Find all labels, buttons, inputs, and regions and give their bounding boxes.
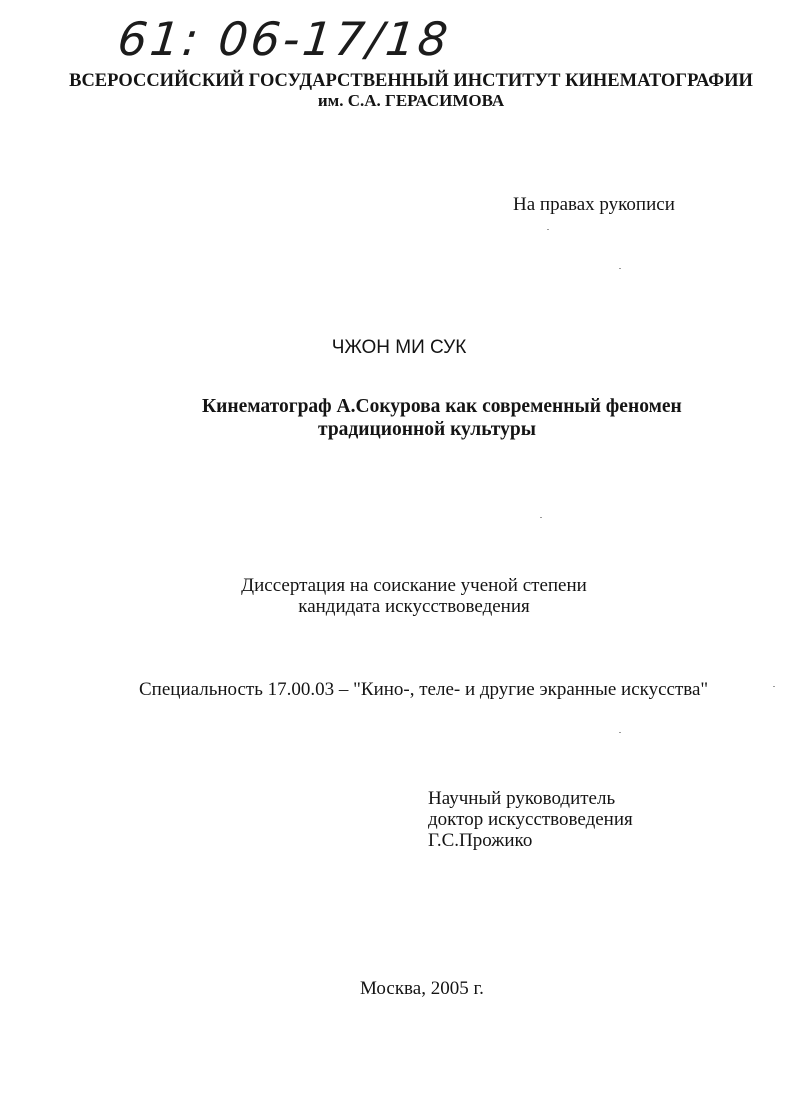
dissertation-title-line-1: Кинематограф А.Сокурова как современный феномен <box>202 396 682 417</box>
institution-name: ВСЕРОССИЙСКИЙ ГОСУДАРСТВЕННЫЙ ИНСТИТУТ КИНЕМАТОГРАФИИ <box>69 71 753 91</box>
handwritten-archive-number: 61: 06-17/18 <box>115 12 454 66</box>
scan-speck <box>773 686 775 687</box>
scan-speck <box>547 229 549 230</box>
degree-statement-line-1: Диссертация на соискание ученой степени <box>241 575 587 596</box>
scan-speck <box>540 517 542 518</box>
manuscript-rights-note: На правах рукописи <box>513 194 675 215</box>
supervisor-name: Г.С.Прожико <box>428 830 533 851</box>
supervisor-label: Научный руководитель <box>428 788 616 809</box>
scan-speck <box>619 268 621 269</box>
institution-named-after: им. С.А. ГЕРАСИМОВА <box>317 91 505 110</box>
degree-statement-line-2: кандидата искусствоведения <box>298 596 530 617</box>
specialty-line: Специальность 17.00.03 – "Кино-, теле- и другие экранные искусства" <box>139 679 709 700</box>
dissertation-title-line-2: традиционной культуры <box>318 419 536 440</box>
supervisor-degree: доктор искусствоведения <box>428 809 633 830</box>
scan-speck <box>619 732 621 733</box>
author-name: ЧЖОН МИ СУК <box>331 337 467 358</box>
city-and-year: Москва, 2005 г. <box>360 978 484 999</box>
